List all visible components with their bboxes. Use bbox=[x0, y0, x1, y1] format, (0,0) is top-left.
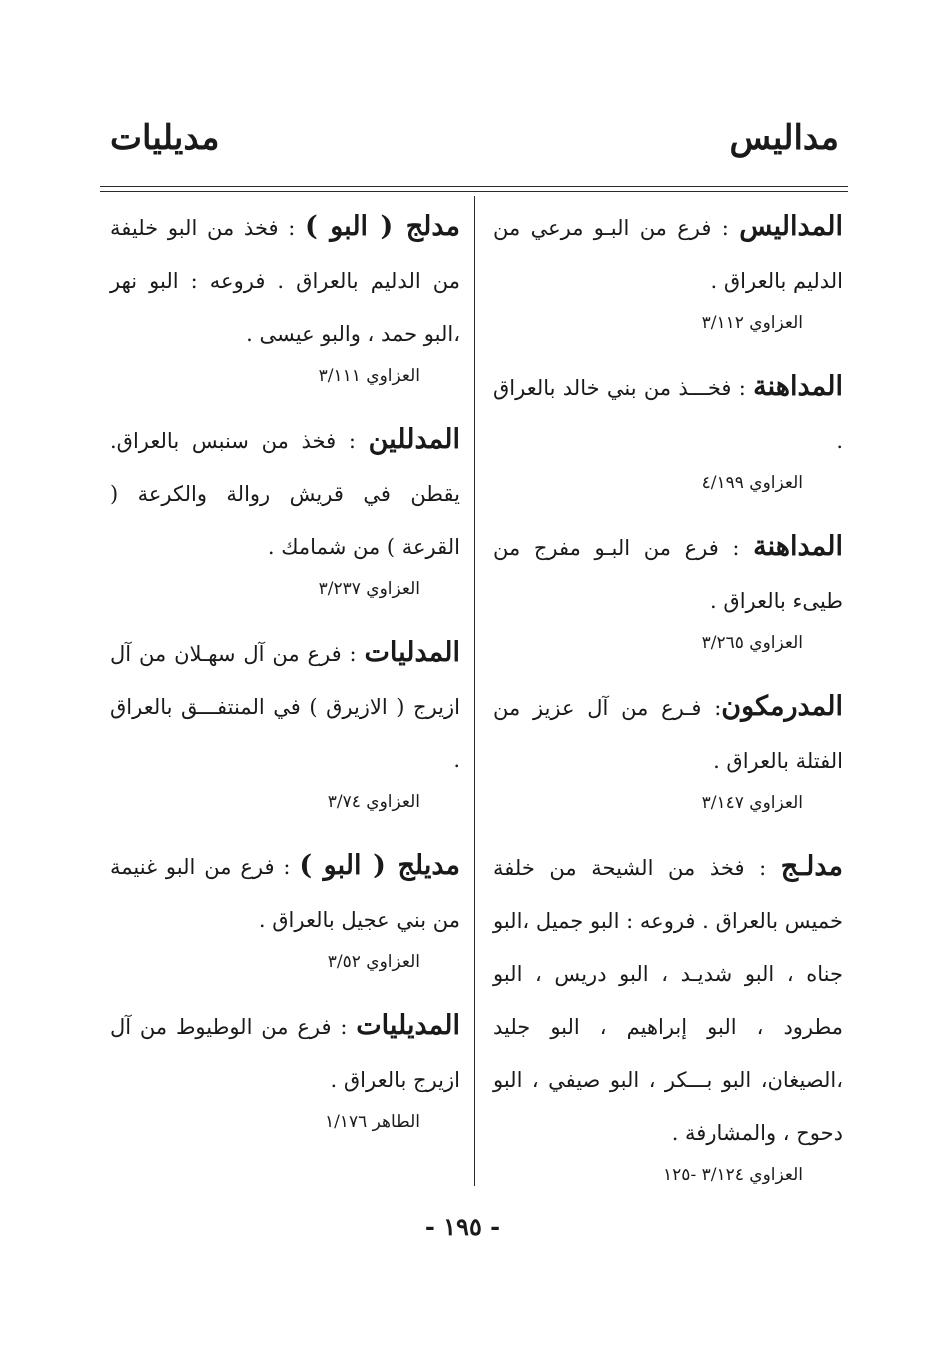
entry-text bbox=[110, 626, 460, 787]
entry-reference: العزاوي ٤/١٩٩ bbox=[701, 473, 803, 493]
entry bbox=[493, 200, 843, 336]
entry bbox=[110, 626, 460, 815]
entry-reference: العزاوي ٣/١٤٧ bbox=[701, 793, 803, 813]
entry-title: مدلـج bbox=[780, 851, 843, 882]
entry-title: المداهنة bbox=[753, 531, 843, 562]
header-rule-thin bbox=[100, 191, 848, 192]
entry bbox=[493, 520, 843, 656]
header-right-word: مداليس bbox=[729, 118, 839, 158]
entry bbox=[110, 413, 460, 602]
entry-text bbox=[110, 839, 460, 947]
entry-text bbox=[493, 360, 843, 468]
entry-body: : فرع من آل سهـلان من آل ازيرج ( الازيرق ) في المنتفـــق بالعراق . bbox=[110, 642, 460, 772]
entry-title: المدليات bbox=[364, 637, 460, 668]
entry-text bbox=[493, 840, 843, 1160]
left-column bbox=[110, 200, 460, 1159]
entry bbox=[110, 200, 460, 389]
entry-body: : فخذ من البو خليفة من الدليم بالعراق . فروعه : البو نهر ،البو حمد ، والبو عيسى . bbox=[110, 216, 460, 346]
entry-body: : فـرع من آل عزيز من الفتلة بالعراق . bbox=[493, 696, 843, 773]
entry-text bbox=[110, 999, 460, 1107]
entry bbox=[493, 840, 843, 1188]
entry-reference: العزاوي ٣/١١١ bbox=[318, 366, 420, 386]
entry-title: المديليات bbox=[356, 1010, 460, 1041]
entry-reference: العزاوي ٣/١٢٤ -١٢٥ bbox=[663, 1165, 803, 1185]
entry-reference: العزاوي ٣/١١٢ bbox=[701, 313, 803, 333]
entry-reference: الطاهر ١/١٧٦ bbox=[324, 1112, 420, 1132]
entry-reference: العزاوي ٣/٥٢ bbox=[327, 952, 420, 972]
entry-reference: العزاوي ٣/٧٤ bbox=[327, 792, 420, 812]
entry bbox=[110, 999, 460, 1135]
entry-text bbox=[110, 413, 460, 574]
entry-body: : فرع من البـو مرعي من الدليم بالعراق . bbox=[493, 216, 843, 293]
entry-title: مديلج ( البو ) bbox=[299, 850, 460, 881]
entry bbox=[493, 360, 843, 496]
entry bbox=[110, 839, 460, 975]
entry-text bbox=[493, 680, 843, 788]
entry-title: المدللين bbox=[368, 424, 460, 455]
entry-body: : فرع من البو غنيمة من بني عجيل بالعراق . bbox=[110, 855, 460, 932]
entry bbox=[493, 680, 843, 816]
entry-reference: العزاوي ٣/٢٦٥ bbox=[701, 633, 803, 653]
entry-text bbox=[493, 520, 843, 628]
header-rule bbox=[100, 186, 848, 187]
column-divider bbox=[474, 196, 475, 1186]
entry-reference: العزاوي ٣/٢٣٧ bbox=[318, 579, 420, 599]
header-left-word: مديليات bbox=[110, 118, 220, 158]
entry-body: : فخذ من سنبس بالعراق. يقطن في قريش روالة والكرعة ( القرعة ) من شمامك . bbox=[110, 429, 460, 559]
entry-text bbox=[493, 200, 843, 308]
entry-text bbox=[110, 200, 460, 361]
entry-title: المدرمكون bbox=[721, 691, 843, 722]
entry-body: : فرع من الوطيوط من آل ازيرج بالعراق . bbox=[110, 1015, 460, 1092]
entry-body: : فخـــذ من بني خالد بالعراق . bbox=[493, 376, 843, 453]
page-number: - ١٩٥ - bbox=[424, 1212, 501, 1241]
entry-body: : فخذ من الشيحة من خلفة خميس بالعراق . فروعه : البو جميل ،البو جناه ، البو شديـد ، البو دريس ، البو مطرود ، البو إبراهيم ، البو جليد ،الصيغان، البو بـــكر ، البو صيفي ، البو دحوح ، والمشارفة . bbox=[493, 856, 843, 1145]
entry-title: مدلج ( البو ) bbox=[305, 211, 460, 242]
entry-title: المداهنة bbox=[753, 371, 843, 402]
right-column bbox=[493, 200, 843, 1212]
entry-body: : فرع من البـو مفرج من طيىء بالعراق . bbox=[493, 536, 843, 613]
entry-title: المداليس bbox=[739, 211, 843, 242]
